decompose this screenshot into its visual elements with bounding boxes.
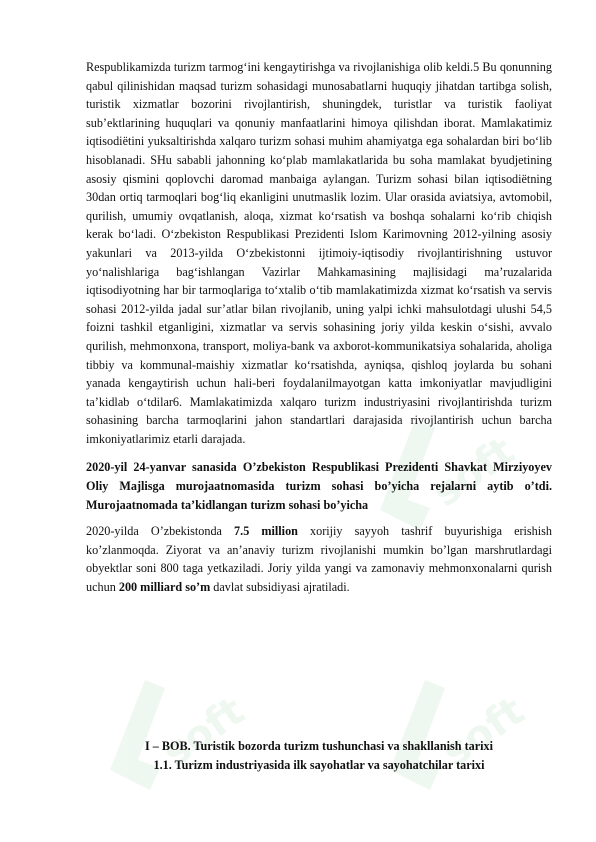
bold-figure-tourists: 7.5 million bbox=[234, 524, 298, 539]
section-title: 1.1. Turizm industriyasida ilk sayohatlar va sayohatchilar tarixi bbox=[153, 758, 485, 772]
text-run: davlat subsidiyasi ajratiladi. bbox=[210, 580, 350, 595]
chapter-heading-block bbox=[86, 737, 552, 775]
bold-figure-subsidy: 200 milliard so’m bbox=[118, 580, 211, 595]
svg-text:soft: soft bbox=[424, 427, 523, 517]
paragraph-president-address: 2020-yil 24-yanvar sanasida O’zbekiston Respublikasi Prezidenti Shavkat Mirziyoyev Oliy Majlisga murojaatnomasida turizm sohasi bo’yicha rejalarni aytib o’tdi. Murojaatnomada ta’kidlangan turizm sohasi bo’yicha bbox=[86, 460, 552, 512]
watermark-logo-bottom-left bbox=[90, 650, 253, 800]
svg-text:soft: soft bbox=[434, 687, 533, 777]
text-run: xorijiy sayyoh tashrif buyurishiga erishish ko’zlanmoqda. Ziyorat va an’anaviy turizm rivojlanishi mumkin bo’lgan marshrutlardagi obyektlar soni 800 taga yetkaziladi. Joriy yilda yangi va zamonaviy mehmonxonalarni qurish uchun bbox=[86, 524, 552, 595]
watermark-logo-bottom-right bbox=[370, 650, 533, 800]
document-body bbox=[86, 58, 552, 597]
chapter-title: I – BOB. Turistik bozorda turizm tushunchasi va shakllanish tarixi bbox=[144, 739, 494, 753]
text-run: 2020-yilda O’zbekistonda bbox=[86, 524, 235, 539]
paragraph-tourism-plans bbox=[86, 522, 552, 596]
paragraph-intro: Respublikamizda turizm tarmog‘ini kengaytirishga va rivojlanishiga olib keldi.5 Bu qonunning qabul qilinishidan maqsad turizm sohasidagi munosabatlarni huquqiy jihatdan tartibga solish, turistik xizmatlar bozorini rivojlantirish, shuningdek, turistlar va turistik faoliyat sub’ektlarining huquqlari va qonuniy manfaatlarini himoya qilishdan iborat. Mamlakatimiz iqtisodiëtini yuksaltirishda xalqaro turizm sohasi muhim ahamiyatga ega sohalardan biri bo‘lib hisoblanadi. SHu sababli jahonning ko‘plab mamlakatlarida bu soha mamlakat byudjetining asosiy qismini qoplovchi daromad manbaiga aylangan. Turizm sohasi bilan iqtisodiëtning 30dan ortiq tarmoqlari bog‘liq ekanligini unutmaslik lozim. Ular orasida aviatsiya, avtomobil, qurilish, umumiy ovqatlanish, aloqa, xizmat ko‘rsatish va boshqa sohalarni ko‘rib chiqish kerak bo‘ladi. O‘zbekiston Respublikasi Prezidenti Islom Karimovning 2012-yilning asosiy yakunlari va 2013-yilda O‘zbekistonni ijtimoiy-iqtisodiy rivojlantirishning ustuvor yo‘nalishlariga bag‘ishlangan Vazirlar Mahkamasining majlisidagi ma’ruzalarida iqtisodiyotning har bir tarmoqlariga to‘xtalib o‘tib mamlakatimizda xizmat ko‘rsatish va servis sohasi 2012-yilda jadal sur’atlar bilan rivojlanib, uning yalpi ichki mahsulotdagi ulushi 54,5 foizni tashkil etganligini, xizmatlar va servis sohasining joriy yilda keskin o‘sishi, avvalo qurilish, mehmonxona, transport, moliya-bank va axborot-kommunikatsiya sohalarida, aholiga tibbiy va kommunal-maishiy xizmatlar ko‘rsatishda, ayniqsa, qishloq joylarda bu sohani yanada kengaytirish uchun hali-beri foydalanilmayotgan katta imkoniyatlar mavjudligini ta’kidlab o‘tdilar6. Mamlakatimizda xalqaro turizm industriyasini rivojlantirishda turizm sohasining barcha tarmoqlarini jahon standartlari darajasida rivojlantirish uchun barcha imkoniyatlarimiz etarli darajada. bbox=[86, 60, 552, 446]
svg-text:soft: soft bbox=[154, 687, 253, 777]
